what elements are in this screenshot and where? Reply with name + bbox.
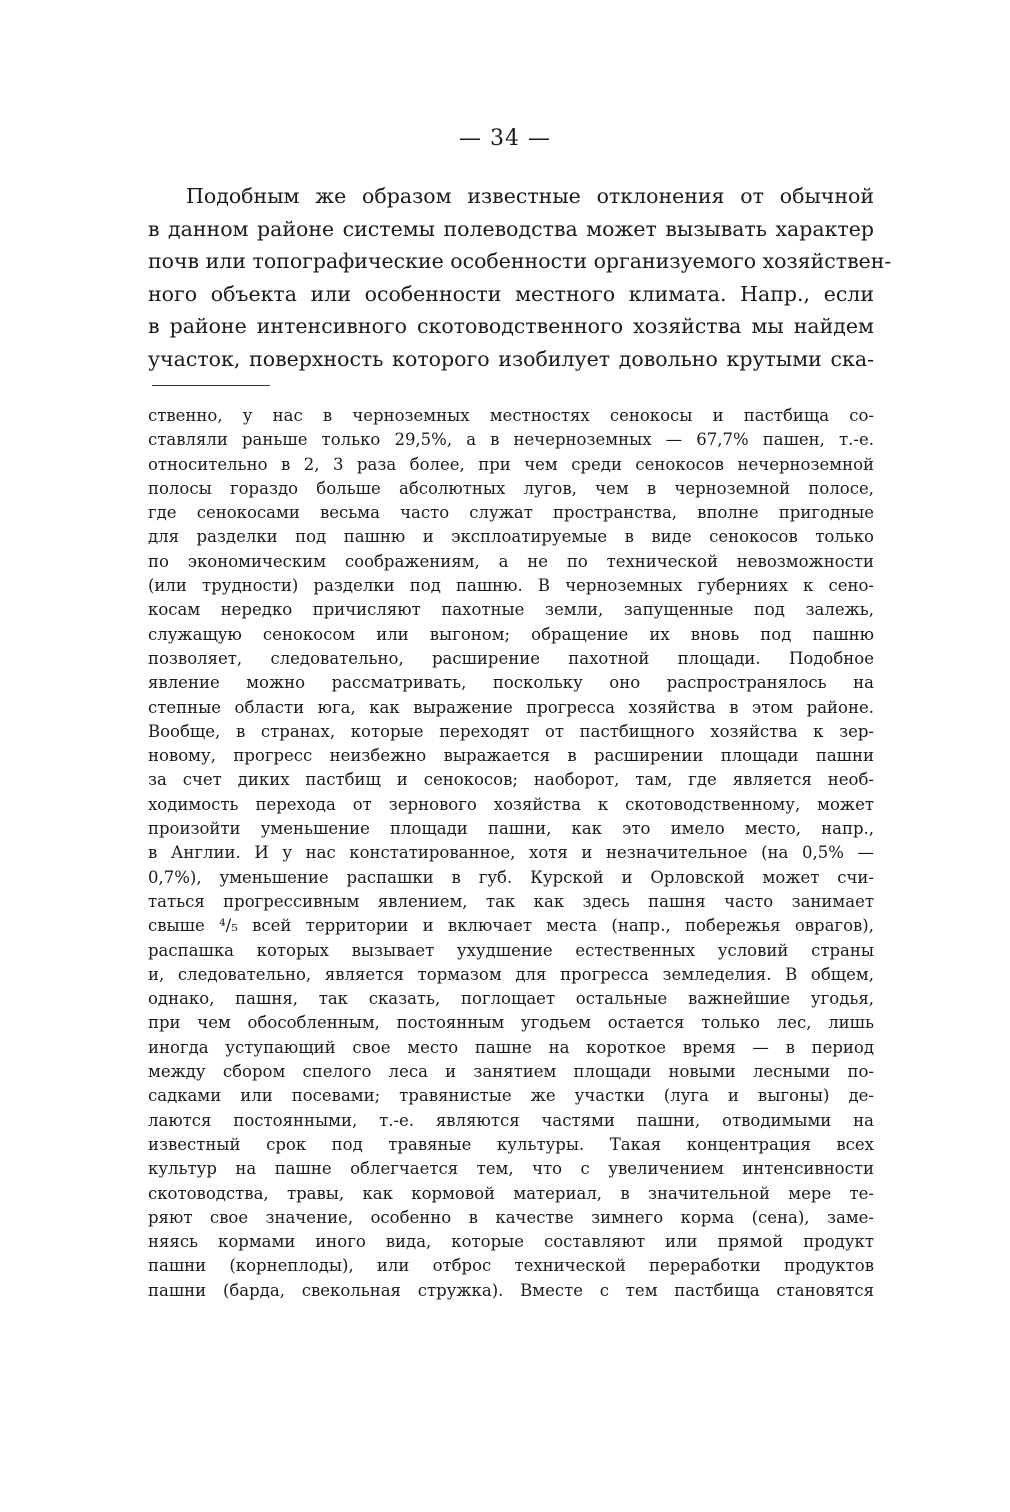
footnote (148, 404, 874, 1303)
text-line: в районе интенсивного скотоводственного хозяйства мы найдем (148, 314, 874, 338)
footnote-line: Вообще, в странах, которые переходят от пастбищного хозяйства к зер- (148, 721, 874, 741)
footnote-line: няясь кормами иного вида, которые составляют или прямой продукт (148, 1232, 874, 1252)
footnote-line: произойти уменьшение площади пашни, как это имело место, напр., (148, 819, 874, 839)
footnote-line: пашни (корнеплоды), или отброс технической переработки продуктов (148, 1256, 874, 1276)
page-number: — 34 — (459, 126, 551, 151)
footnote-line: таться прогрессивным явлением, так как здесь пашня часто занимает (148, 891, 874, 911)
footnote-line: ходимость перехода от зернового хозяйства к скотоводственному, может (148, 794, 874, 814)
footnote-line: полосы гораздо больше абсолютных лугов, чем в черноземной полосе, (148, 478, 874, 498)
footnote-line: распашка которых вызывает ухудшение естественных условий страны (148, 940, 874, 960)
footnote-divider (152, 385, 270, 386)
text-line: в данном районе системы полеводства может вызывать характер (148, 216, 874, 241)
footnote-line: по экономическим соображениям, а не по технической невозможности (148, 551, 874, 571)
text-line: почв или топографические особенности организуемого хозяйствен- (148, 249, 892, 273)
footnote-line: за счет диких пастбищ и сенокосов; наоборот, там, где является необ- (148, 770, 874, 790)
text-line: ного объекта или особенности местного климата. Напр., если (148, 281, 874, 306)
footnote-line: свыше ⁴/₅ всей территории и включает места (напр., побережья оврагов), (148, 916, 874, 936)
footnote-line: между сбором спелого леса и занятием площади новыми лесными по- (148, 1062, 874, 1082)
footnote-line: степные области юга, как выражение прогресса хозяйства в этом районе. (148, 697, 874, 717)
footnote-line: и, следовательно, является тормазом для прогресса земледелия. В общем, (148, 964, 874, 984)
footnote-line: 0,7%), уменьшение распашки в губ. Курской и Орловской может счи- (148, 867, 874, 887)
footnote-line: ряют свое значение, особенно в качестве зимнего корма (сена), заме- (148, 1207, 874, 1227)
footnote-line: в Англии. И у нас констатированное, хотя и незначительное (на 0,5% — (148, 843, 874, 863)
footnote-line: однако, пашня, так сказать, поглощает остальные важнейшие угодья, (148, 989, 874, 1009)
footnote-line: новому, прогресс неизбежно выражается в расширении площади пашни (148, 746, 874, 766)
footnote-line: (или трудности) разделки под пашню. В черноземных губерниях к сено- (148, 576, 874, 596)
text-line: Подобным же образом известные отклонения от обычной (186, 184, 874, 208)
footnote-line: явление можно рассматривать, поскольку оно распространялось на (148, 673, 874, 693)
footnote-line: лаются постоянными, т.-е. являются частями пашни, отводимыми на (148, 1110, 874, 1130)
main-paragraph (148, 180, 892, 375)
footnote-line: садками или посевами; травянистые же участки (луга и выгоны) де- (148, 1086, 874, 1106)
footnote-line: ственно, у нас в черноземных местностях сенокосы и пастбища со- (148, 406, 874, 425)
footnote-line: известный срок под травяные культуры. Такая концентрация всех (148, 1134, 874, 1154)
footnote-line: ставляли раньше только 29,5%, а в нечерноземных — 67,7% пашен, т.-е. (148, 430, 874, 450)
text-line: участок, поверхность которого изобилует довольно крутыми ска- (148, 346, 874, 371)
footnote-line: иногда уступающий свое место пашне на короткое время — в период (148, 1037, 874, 1057)
footnote-line: где сенокосами весьма часто служат пространства, вполне пригодные (148, 503, 874, 523)
footnote-line: культур на пашне облегчается тем, что с увеличением интенсивности (148, 1159, 874, 1179)
footnote-line: скотоводства, травы, как кормовой материал, в значительной мере те- (148, 1183, 874, 1203)
footnote-line: пашни (барда, свекольная стружка). Вместе с тем пастбища становятся (148, 1280, 874, 1300)
footnote-line: косам нередко причисляют пахотные земли, запущенные под залежь, (148, 600, 874, 620)
footnote-line: относительно в 2, 3 раза более, при чем среди сенокосов нечерноземной (148, 454, 874, 474)
footnote-line: позволяет, следовательно, расширение пахотной площади. Подобное (148, 648, 874, 668)
footnote-line: при чем обособленным, постоянным угодьем остается только лес, лишь (148, 1013, 874, 1033)
footnote-line: для разделки под пашню и эксплоатируемые в виде сенокосов только (148, 527, 874, 547)
footnote-line: служащую сенокосом или выгоном; обращение их вновь под пашню (148, 624, 874, 644)
